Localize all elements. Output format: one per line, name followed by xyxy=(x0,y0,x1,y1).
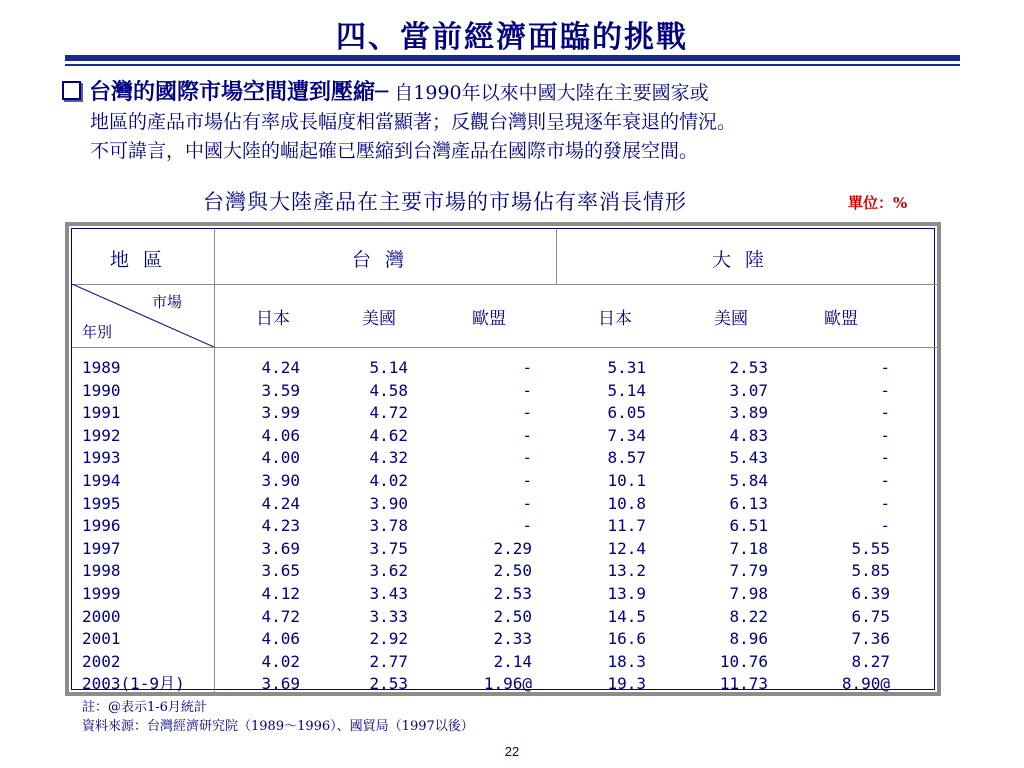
taiwan-us-cell: 3.33 xyxy=(369,606,408,626)
china-eu-cell: 8.27 xyxy=(851,651,890,671)
taiwan-eu-cell: - xyxy=(522,448,532,468)
china-eu-cell: - xyxy=(880,380,890,400)
year-column xyxy=(82,357,185,696)
bullet-heading: 台灣的國際市場空間遭到壓縮─ xyxy=(89,79,389,105)
taiwan-japan-cell: 3.90 xyxy=(261,470,300,490)
taiwan-us-cell: 3.90 xyxy=(369,493,408,513)
taiwan-japan-column xyxy=(254,357,300,696)
grid-line xyxy=(214,347,215,692)
year-cell: 2001 xyxy=(82,629,121,649)
taiwan-eu-cell: 2.50 xyxy=(493,606,532,626)
taiwan-us-cell: 5.14 xyxy=(369,358,408,377)
china-us-cell: 8.96 xyxy=(729,629,768,649)
china-eu-cell: - xyxy=(880,493,890,513)
china-us-cell: 5.84 xyxy=(729,470,768,490)
taiwan-japan-cell: 4.24 xyxy=(261,493,300,513)
china-eu-column xyxy=(820,357,890,696)
china-us-cell: 8.22 xyxy=(729,606,768,626)
taiwan-japan-cell: 4.02 xyxy=(261,651,300,671)
year-cell: 1995 xyxy=(82,493,121,513)
china-japan-cell: 8.57 xyxy=(607,448,646,468)
taiwan-us-cell: 4.58 xyxy=(369,380,408,400)
china-japan-column xyxy=(592,357,646,696)
taiwan-eu-cell: - xyxy=(522,380,532,400)
year-cell: 2003(1-9月) xyxy=(82,674,185,694)
taiwan-us-cell: 4.02 xyxy=(369,470,408,490)
taiwan-us-cell: 2.53 xyxy=(369,674,408,694)
taiwan-japan-cell: 3.99 xyxy=(261,403,300,423)
taiwan-us-cell: 4.72 xyxy=(369,403,408,423)
china-eu-cell: - xyxy=(880,403,890,423)
title-underline-thin xyxy=(65,64,960,66)
year-cell: 1993 xyxy=(82,448,121,468)
taiwan-japan-cell: 4.06 xyxy=(261,425,300,445)
china-eu-cell: - xyxy=(880,516,890,536)
china-us-cell: 4.83 xyxy=(729,425,768,445)
taiwan-japan-cell: 3.65 xyxy=(261,561,300,581)
china-us-cell: 7.98 xyxy=(729,583,768,603)
taiwan-market-japan: 日本 xyxy=(256,309,290,329)
taiwan-us-cell: 3.78 xyxy=(369,516,408,536)
china-eu-cell: 8.90@ xyxy=(841,674,890,694)
taiwan-market-eu: 歐盟 xyxy=(472,309,506,329)
bullet-paragraph xyxy=(62,78,962,166)
china-japan-cell: 6.05 xyxy=(607,403,646,423)
taiwan-japan-cell: 4.00 xyxy=(261,448,300,468)
taiwan-eu-cell: - xyxy=(522,470,532,490)
diag-label-market: 市場 xyxy=(152,293,183,311)
year-cell: 2000 xyxy=(82,606,121,626)
taiwan-us-cell: 2.77 xyxy=(369,651,408,671)
taiwan-eu-cell: 1.96@ xyxy=(483,674,532,694)
taiwan-market-us: 美國 xyxy=(362,309,396,329)
taiwan-eu-cell: - xyxy=(522,358,532,377)
taiwan-us-cell: 4.62 xyxy=(369,425,408,445)
china-us-cell: 2.53 xyxy=(729,358,768,377)
table-frame xyxy=(71,228,935,694)
grid-line xyxy=(72,347,938,348)
page-number: 22 xyxy=(504,744,520,759)
taiwan-japan-cell: 4.72 xyxy=(261,606,300,626)
year-cell: 1990 xyxy=(82,380,121,400)
taiwan-japan-cell: 4.12 xyxy=(261,583,300,603)
china-us-cell: 6.13 xyxy=(729,493,768,513)
china-us-cell: 5.43 xyxy=(729,448,768,468)
china-us-cell: 3.89 xyxy=(729,403,768,423)
title-underline-thick xyxy=(65,55,960,61)
year-cell: 1992 xyxy=(82,425,121,445)
china-japan-cell: 10.8 xyxy=(607,493,646,513)
china-japan-cell: 16.6 xyxy=(607,629,646,649)
header-china: 大 陸 xyxy=(712,249,769,271)
taiwan-eu-column xyxy=(462,357,532,696)
taiwan-eu-cell: 2.50 xyxy=(493,561,532,581)
china-japan-cell: 10.1 xyxy=(607,470,646,490)
china-japan-cell: 13.2 xyxy=(607,561,646,581)
year-cell: 1999 xyxy=(82,583,121,603)
taiwan-eu-cell: 2.29 xyxy=(493,538,532,558)
taiwan-us-cell: 3.62 xyxy=(369,561,408,581)
diag-label-year: 年別 xyxy=(82,323,113,341)
china-japan-cell: 13.9 xyxy=(607,583,646,603)
china-market-us: 美國 xyxy=(714,309,748,329)
taiwan-japan-cell: 4.23 xyxy=(261,516,300,536)
china-us-cell: 7.18 xyxy=(729,538,768,558)
footnotes xyxy=(82,698,474,736)
taiwan-eu-cell: - xyxy=(522,425,532,445)
year-cell: 1996 xyxy=(82,516,121,536)
china-us-cell: 6.51 xyxy=(729,516,768,536)
china-japan-cell: 14.5 xyxy=(607,606,646,626)
china-eu-cell: - xyxy=(880,358,890,377)
taiwan-eu-cell: 2.53 xyxy=(493,583,532,603)
china-eu-cell: - xyxy=(880,425,890,445)
year-cell: 1998 xyxy=(82,561,121,581)
taiwan-japan-cell: 4.24 xyxy=(261,358,300,377)
market-share-table xyxy=(65,222,941,696)
china-us-cell: 3.07 xyxy=(729,380,768,400)
grid-line xyxy=(214,229,215,347)
china-eu-cell: - xyxy=(880,448,890,468)
china-eu-cell: 6.39 xyxy=(851,583,890,603)
china-market-eu: 歐盟 xyxy=(824,309,858,329)
year-cell: 2002 xyxy=(82,651,121,671)
grid-line xyxy=(556,229,557,284)
footnote-note: 註：@表示1-6月統計 xyxy=(82,700,207,715)
taiwan-japan-cell: 4.06 xyxy=(261,629,300,649)
taiwan-eu-cell: - xyxy=(522,403,532,423)
china-eu-cell: 7.36 xyxy=(851,629,890,649)
china-us-cell: 10.76 xyxy=(719,651,768,671)
taiwan-us-cell: 2.92 xyxy=(369,629,408,649)
header-region: 地 區 xyxy=(110,249,167,271)
china-eu-cell: 5.55 xyxy=(851,538,890,558)
china-japan-cell: 19.3 xyxy=(607,674,646,694)
china-us-cell: 11.73 xyxy=(719,674,768,694)
taiwan-us-cell: 3.43 xyxy=(369,583,408,603)
china-eu-cell: - xyxy=(880,470,890,490)
year-cell: 1991 xyxy=(82,403,121,423)
taiwan-eu-cell: 2.14 xyxy=(493,651,532,671)
taiwan-eu-cell: - xyxy=(522,493,532,513)
taiwan-japan-cell: 3.69 xyxy=(261,674,300,694)
china-japan-cell: 5.31 xyxy=(607,358,646,377)
year-cell: 1994 xyxy=(82,470,121,490)
unit-label: 單位：% xyxy=(848,194,908,212)
china-us-cell: 7.79 xyxy=(729,561,768,581)
slide-title: 四、當前經濟面臨的挑戰 xyxy=(336,20,688,55)
taiwan-eu-cell: - xyxy=(522,516,532,536)
china-japan-cell: 11.7 xyxy=(607,516,646,536)
header-taiwan: 台 灣 xyxy=(352,249,409,271)
taiwan-eu-cell: 2.33 xyxy=(493,629,532,649)
china-eu-cell: 5.85 xyxy=(851,561,890,581)
year-cell: 1997 xyxy=(82,538,121,558)
taiwan-japan-cell: 3.59 xyxy=(261,380,300,400)
year-cell: 1989 xyxy=(82,358,121,377)
china-us-column xyxy=(704,357,768,696)
bullet-text-line-1: 自1990年以來中國大陸在主要國家或 xyxy=(394,82,709,104)
china-japan-cell: 18.3 xyxy=(607,651,646,671)
china-eu-cell: 6.75 xyxy=(851,606,890,626)
china-japan-cell: 5.14 xyxy=(607,380,646,400)
bullet-text-line-3: 不可諱言，中國大陸的崛起確已壓縮到台灣產品在國際市場的發展空間。 xyxy=(90,140,699,162)
table-caption: 台灣與大陸產品在主要市場的市場佔有率消長情形 xyxy=(203,190,687,214)
footnote-source: 資料來源：台灣經濟研究院（1989～1996）、國貿局（1997以後） xyxy=(82,719,474,734)
taiwan-us-cell: 4.32 xyxy=(369,448,408,468)
taiwan-us-column xyxy=(362,357,408,696)
bullet-text-line-2: 地區的產品市場佔有率成長幅度相當顯著；反觀台灣則呈現逐年衰退的情況。 xyxy=(90,111,737,133)
taiwan-japan-cell: 3.69 xyxy=(261,538,300,558)
china-japan-cell: 12.4 xyxy=(607,538,646,558)
china-market-japan: 日本 xyxy=(598,309,632,329)
square-bullet-icon xyxy=(62,81,81,100)
china-japan-cell: 7.34 xyxy=(607,425,646,445)
taiwan-us-cell: 3.75 xyxy=(369,538,408,558)
